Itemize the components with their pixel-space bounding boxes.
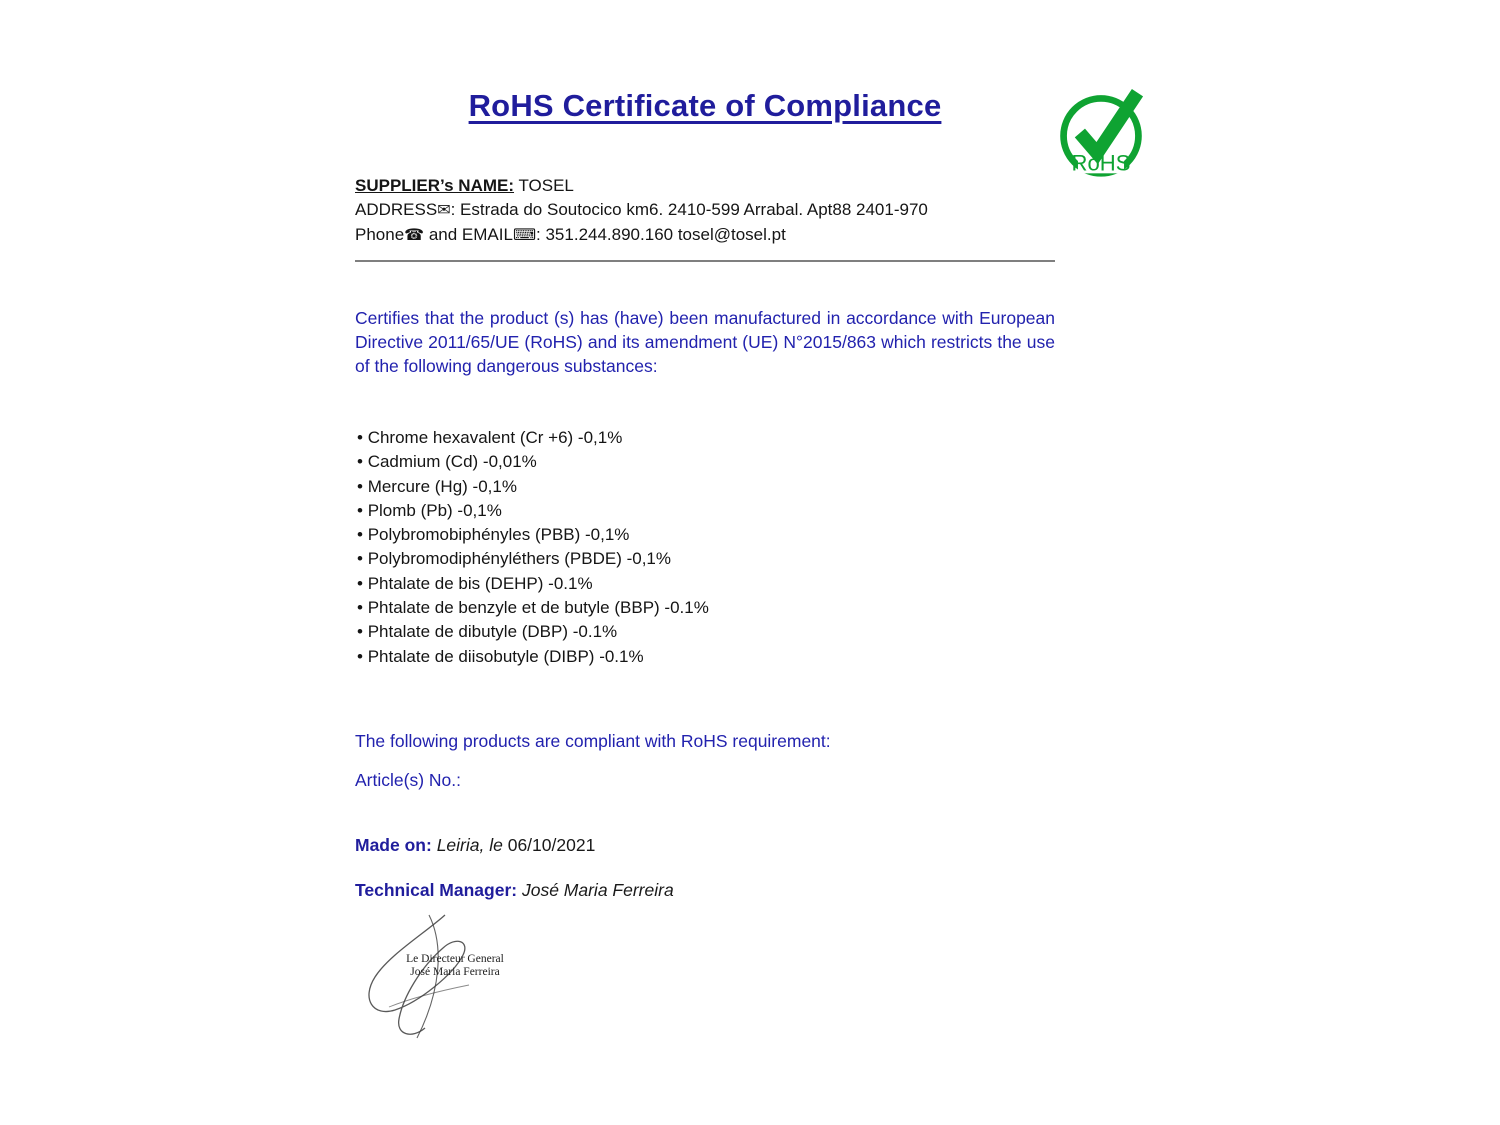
made-on-label: Made on:	[355, 834, 432, 855]
technical-manager-line	[355, 880, 1055, 901]
substance-item: • Plomb (Pb) -0,1%	[357, 499, 1055, 523]
logo-label: RoHS	[1071, 150, 1131, 176]
article-number-line: Article(s) No.:	[355, 769, 461, 790]
address-value: : Estrada do Soutocico km6. 2410-599 Arrabal. Apt88 2401-970	[450, 200, 928, 219]
substance-item: • Phtalate de bis (DEHP) -0.1%	[357, 572, 1055, 596]
substance-item: • Mercure (Hg) -0,1%	[357, 475, 1055, 499]
signature-block	[359, 911, 639, 1041]
signature-text	[395, 953, 515, 980]
email-label: and EMAIL	[424, 225, 513, 244]
substance-item: • Cadmium (Cd) -0,01%	[357, 450, 1055, 474]
supplier-name-label: SUPPLIER’s NAME:	[355, 176, 515, 195]
certifies-paragraph: Certifies that the product (s) has (have) been manufactured in accordance with European Directive 2011/65/UE (RoHS) and its amendment (UE) N°2015/863 which restricts the use of the following dangerous substances:	[355, 308, 1055, 376]
substance-item: • Chrome hexavalent (Cr +6) -0,1%	[357, 426, 1055, 450]
envelope-icon: ✉	[437, 202, 451, 219]
contact-value: : 351.244.890.160 tosel@tosel.pt	[536, 225, 786, 244]
signature-line-2: José Maria Ferreira	[410, 966, 500, 979]
supplier-address-line	[355, 198, 1055, 223]
technical-manager-label: Technical Manager:	[355, 879, 518, 900]
made-on-date: 06/10/2021	[507, 834, 596, 855]
supplier-name-value: TOSEL	[518, 176, 574, 195]
compliance-line: The following products are compliant with RoHS requirement:	[355, 730, 831, 751]
page-title: RoHS Certificate of Compliance	[468, 88, 942, 123]
signature-line-1: Le Directeur General	[406, 952, 504, 965]
substance-item: • Phtalate de dibutyle (DBP) -0.1%	[357, 620, 1055, 644]
substances-list	[357, 426, 1055, 669]
supplier-block	[355, 174, 1055, 248]
phone-icon: ☎	[404, 227, 425, 244]
document-body	[355, 0, 1055, 1041]
substance-item: • Phtalate de diisobutyle (DIBP) -0.1%	[357, 645, 1055, 669]
supplier-contact-line	[355, 223, 1055, 248]
rohs-logo	[1053, 85, 1149, 181]
substance-item: • Polybromobiphényles (PBB) -0,1%	[357, 523, 1055, 547]
phone-label: Phone	[355, 225, 405, 244]
divider-line	[355, 260, 1055, 262]
address-label: ADDRESS	[355, 200, 438, 219]
computer-icon: ⌨	[512, 227, 537, 244]
made-on-line	[355, 835, 1055, 856]
rohs-logo-graphic	[1053, 85, 1149, 181]
made-on-place: Leiria, le	[436, 834, 503, 855]
substance-item: • Polybromodiphényléthers (PBDE) -0,1%	[357, 547, 1055, 571]
substance-item: • Phtalate de benzyle et de butyle (BBP) -0.1%	[357, 596, 1055, 620]
technical-manager-name: José Maria Ferreira	[521, 879, 674, 900]
supplier-name-line	[355, 174, 1055, 198]
